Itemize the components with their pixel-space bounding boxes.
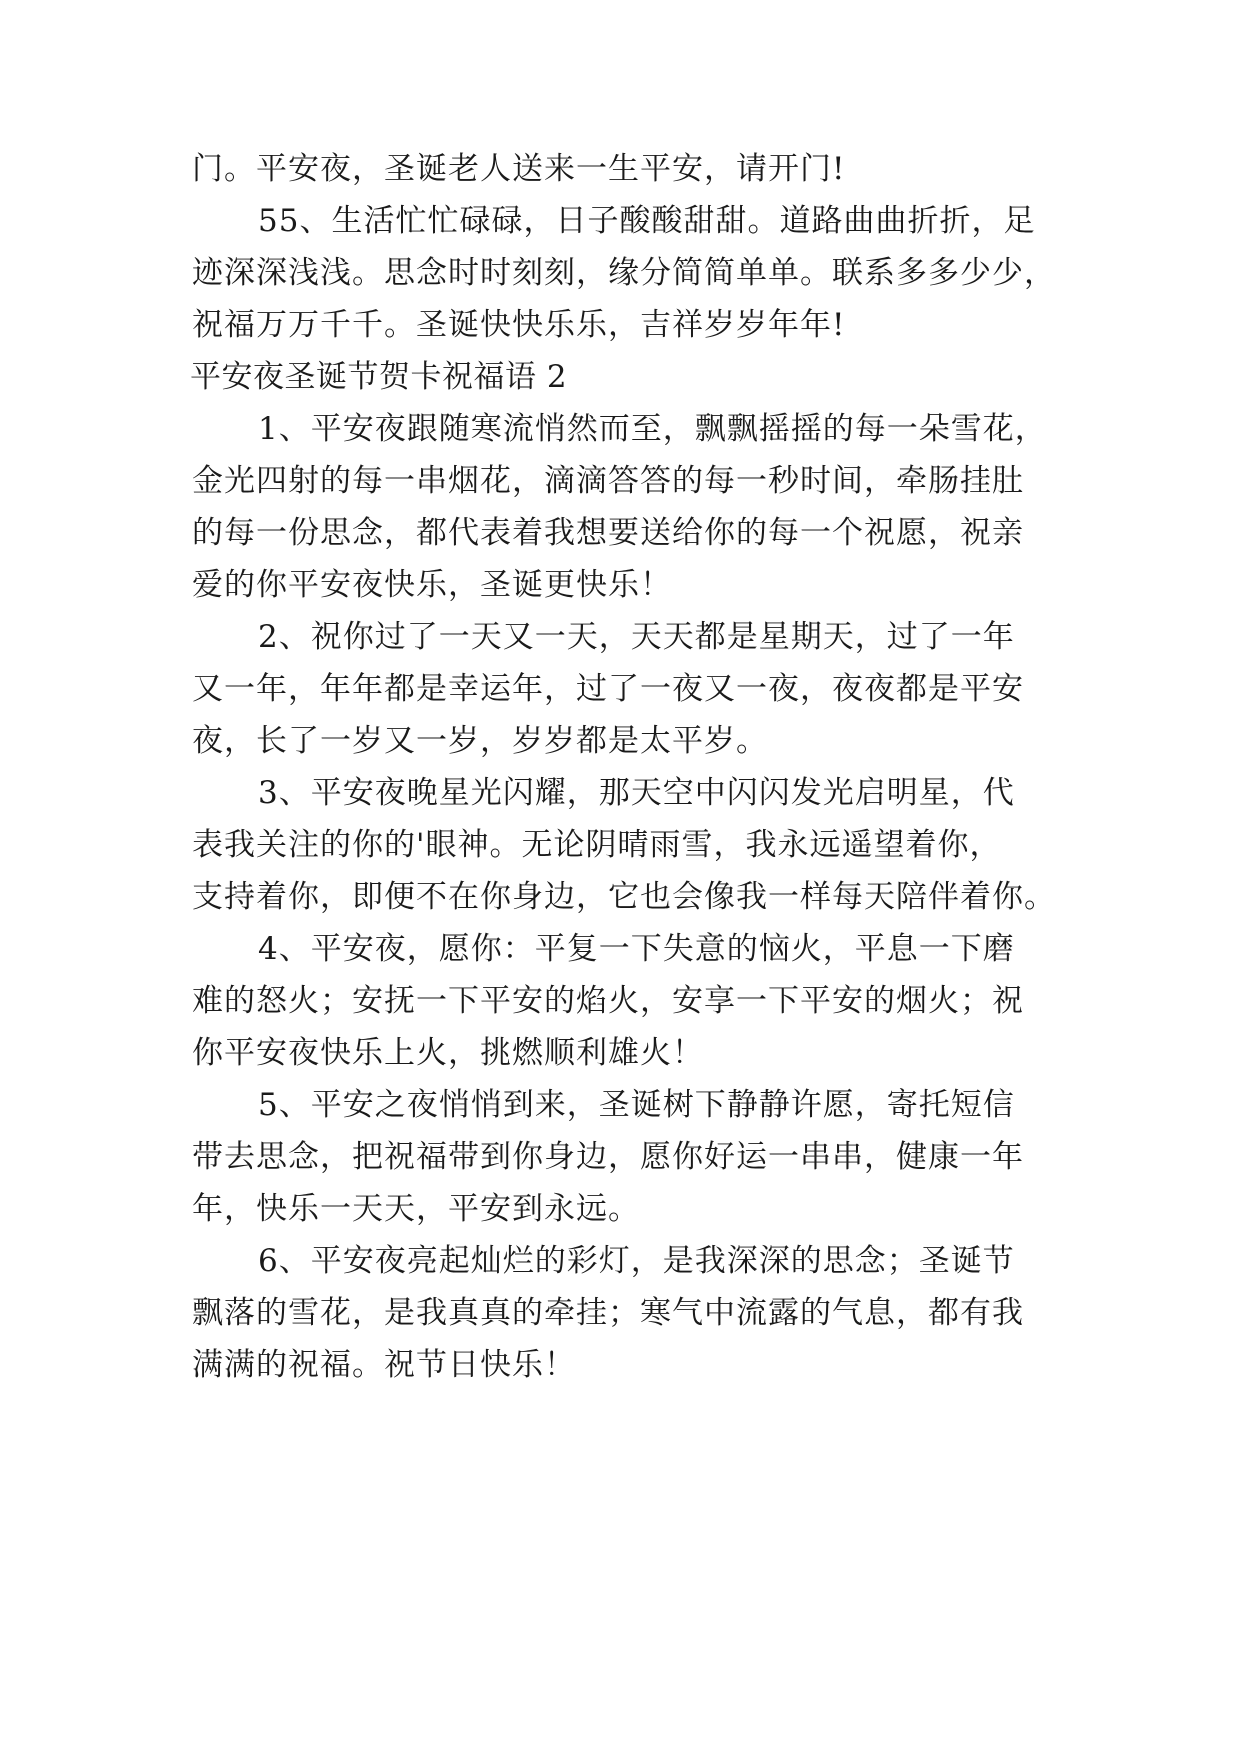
text-line: 带去思念，把祝福带到你身边，愿你好运一串串，健康一年	[192, 1139, 1024, 1175]
section-heading: 平安夜圣诞节贺卡祝福语 2	[190, 359, 568, 395]
text-line: 满满的祝福。祝节日快乐！	[192, 1347, 576, 1383]
paragraph-line: 55、生活忙忙碌碌，日子酸酸甜甜。道路曲曲折折，足	[258, 203, 1036, 239]
text-line: 爱的你平安夜快乐，圣诞更快乐！	[192, 567, 672, 603]
text-line: 金光四射的每一串烟花，滴滴答答的每一秒时间，牵肠挂肚	[192, 463, 1024, 499]
text-line: 夜，长了一岁又一岁，岁岁都是太平岁。	[192, 723, 768, 759]
text-line: 祝福万万千千。圣诞快快乐乐，吉祥岁岁年年!	[192, 307, 846, 343]
text-line: 迹深深浅浅。思念时时刻刻，缘分简简单单。联系多多少少，	[192, 255, 1056, 291]
text-line: 年，快乐一天天，平安到永远。	[192, 1191, 640, 1227]
text-line: 门。平安夜，圣诞老人送来一生平安，请开门!	[192, 151, 846, 187]
text-line: 飘落的雪花，是我真真的牵挂；寒气中流露的气息，都有我	[192, 1295, 1024, 1331]
paragraph-line: 2、祝你过了一天又一天，天天都是星期天，过了一年	[258, 619, 1015, 655]
text-line: 又一年，年年都是幸运年，过了一夜又一夜，夜夜都是平安	[192, 671, 1024, 707]
text-line: 你平安夜快乐上火，挑燃顺利雄火！	[192, 1035, 704, 1071]
paragraph-line: 1、平安夜跟随寒流悄然而至，飘飘摇摇的每一朵雪花，	[258, 411, 1047, 447]
text-line: 支持着你，即便不在你身边，它也会像我一样每天陪伴着你。	[192, 879, 1056, 915]
paragraph-line: 3、平安夜晚星光闪耀，那天空中闪闪发光启明星，代	[258, 775, 1015, 811]
text-line: 的每一份思念，都代表着我想要送给你的每一个祝愿，祝亲	[192, 515, 1024, 551]
paragraph-line: 6、平安夜亮起灿烂的彩灯，是我深深的思念；圣诞节	[258, 1243, 1015, 1279]
paragraph-line: 4、平安夜，愿你：平复一下失意的恼火，平息一下磨	[258, 931, 1015, 967]
text-line: 难的怒火；安抚一下平安的焰火，安享一下平安的烟火；祝	[192, 983, 1024, 1019]
text-line: 表我关注的你的'眼神。无论阴晴雨雪，我永远遥望着你，	[192, 827, 1002, 863]
paragraph-line: 5、平安之夜悄悄到来，圣诞树下静静许愿，寄托短信	[258, 1087, 1015, 1123]
